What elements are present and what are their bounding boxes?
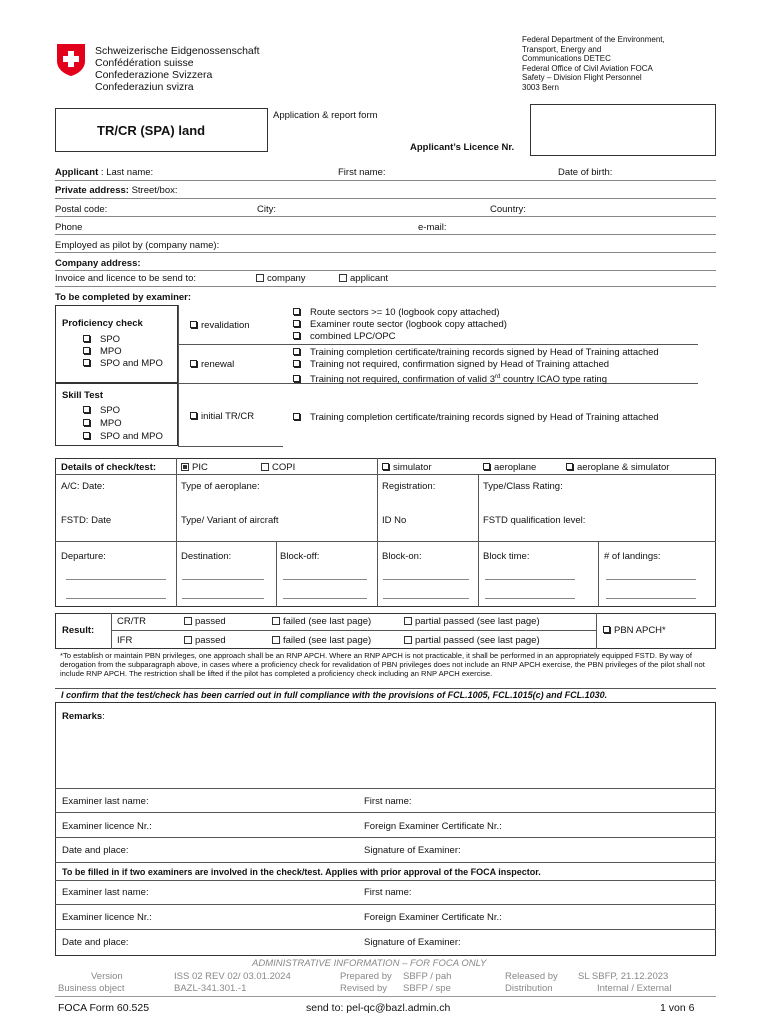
checkbox-icon[interactable]: [190, 412, 197, 419]
examiner2-licence-label: Examiner licence Nr.:: [62, 912, 152, 923]
email-label: e-mail:: [418, 222, 447, 233]
block-time-label: Block time:: [483, 551, 530, 562]
revalidation-option[interactable]: [190, 320, 250, 331]
renew-item[interactable]: [293, 372, 607, 385]
fill-line: [485, 598, 575, 599]
examiner-section-title: To be completed by examiner:: [55, 292, 192, 303]
dept-line: Transport, Energy and: [522, 44, 602, 54]
copi-label: COPI: [272, 462, 296, 473]
company-address-label: Company address:: [55, 258, 141, 269]
invoice-company-option[interactable]: [256, 273, 306, 284]
footer-sbfp-spe: SBFP / spe: [403, 983, 451, 994]
opt-applicant-label: applicant: [350, 273, 389, 284]
ch-name-rm: Confederaziun svizra: [95, 81, 194, 93]
last-name-label: : Last name:: [98, 167, 154, 178]
checkbox-icon[interactable]: [566, 463, 573, 470]
examiner2-foreign-cert-label: Foreign Examiner Certificate Nr.:: [364, 912, 502, 923]
destination-label: Destination:: [181, 551, 232, 562]
examiner2-date-place-label: Date and place:: [62, 937, 129, 948]
superscript: rd: [495, 374, 501, 380]
dept-line: Federal Department of the Environment,: [522, 35, 665, 44]
field-line: [55, 198, 716, 199]
renew-item[interactable]: [293, 347, 659, 358]
checkbox-icon[interactable]: [404, 636, 412, 644]
reval-item-label: combined LPC/OPC: [310, 331, 396, 342]
checkbox-icon[interactable]: [83, 347, 90, 354]
department-address: [522, 35, 665, 92]
fill-line: [485, 579, 575, 580]
footer-released: Released by: [505, 971, 558, 982]
checkbox-icon[interactable]: [272, 617, 280, 625]
prof-item[interactable]: [83, 346, 122, 357]
failed-label: failed (see last page): [283, 616, 372, 627]
remarks-bold: Remarks: [62, 711, 103, 722]
checkbox-icon[interactable]: [190, 360, 197, 367]
failed-label: failed (see last page): [283, 635, 372, 646]
checkbox-icon[interactable]: [293, 348, 300, 355]
checkbox-icon[interactable]: [190, 321, 197, 328]
checkbox-icon[interactable]: [382, 463, 389, 470]
footer-iss: ISS 02 REV 02/ 03.01.2024: [174, 971, 291, 982]
phone-label: Phone: [55, 222, 83, 233]
fill-line: [383, 598, 469, 599]
checkbox-icon[interactable]: [83, 359, 90, 366]
crtr-failed-option[interactable]: [272, 616, 371, 627]
fill-line: [66, 579, 166, 580]
footer-sl: SL SBFP, 21.12.2023: [578, 971, 669, 982]
passed-label: passed: [195, 616, 226, 627]
private-address-bold: Private address:: [55, 185, 129, 196]
footer-revised: Revised by: [340, 983, 387, 994]
footer-bazl: BAZL-341.301.-1: [174, 983, 247, 994]
applicant-bold: Applicant: [55, 167, 99, 178]
aeroplane-label: aeroplane: [494, 462, 537, 473]
id-no-label: ID No: [382, 515, 407, 526]
checkbox-icon[interactable]: [83, 432, 90, 439]
revalidation-label: revalidation: [201, 320, 250, 331]
city-label: City:: [257, 204, 276, 215]
footer-prepared: Prepared by: [340, 971, 392, 982]
checkbox-icon[interactable]: [293, 375, 300, 382]
skill-item-label: SPO and MPO: [100, 431, 163, 442]
pic-option[interactable]: [181, 462, 208, 473]
pbn-option[interactable]: [603, 625, 666, 636]
checkbox-icon[interactable]: [83, 335, 90, 342]
country-label: Country:: [490, 204, 526, 215]
reval-item-label: Route sectors >= 10 (logbook copy attached): [310, 307, 500, 318]
applicant-last-name-label: [55, 167, 153, 178]
aero-sim-option[interactable]: [566, 462, 669, 473]
checkbox-icon[interactable]: [293, 308, 300, 315]
skill-item[interactable]: [83, 431, 163, 442]
ch-name-de: Schweizerische Eidgenossenschaft: [95, 45, 260, 57]
examiner2-last-name-label: Examiner last name:: [62, 887, 149, 898]
details-title: Details of check/test:: [61, 462, 157, 473]
simulator-label: simulator: [393, 462, 432, 473]
footer-distribution: Distribution: [505, 983, 553, 994]
confirmation-statement: I confirm that the test/check has been carried out in full compliance with the provisions of FCL.1005, FCL.1015(c) and FCL.1030.: [61, 690, 608, 700]
ch-name-it: Confederazione Svizzera: [95, 69, 213, 81]
form-number: FOCA Form 60.525: [58, 1002, 150, 1014]
footer-version: Version: [91, 971, 123, 982]
renew-item-label: Training not required, confirmation signed by Head of Training attached: [310, 359, 610, 370]
ifr-passed-option[interactable]: [184, 635, 226, 646]
checkbox-icon[interactable]: [256, 274, 264, 282]
renew-item-label: Training completion certificate/training records signed by Head of Training attached: [310, 347, 659, 358]
checkbox-icon[interactable]: [184, 617, 192, 625]
checkbox-icon[interactable]: [293, 360, 300, 367]
aero-sim-label: aeroplane & simulator: [577, 462, 670, 473]
checkbox-icon[interactable]: [293, 332, 300, 339]
fill-line: [182, 598, 264, 599]
landings-label: # of landings:: [604, 551, 661, 562]
checkbox-icon[interactable]: [261, 463, 269, 471]
passed-label: passed: [195, 635, 226, 646]
reval-item[interactable]: [293, 319, 507, 330]
result-label: Result:: [62, 625, 95, 636]
fstd-level-label: FSTD qualification level:: [483, 515, 586, 526]
checkbox-icon[interactable]: [603, 626, 610, 633]
crtr-label: CR/TR: [117, 616, 147, 627]
ifr-partial-option[interactable]: [404, 635, 540, 646]
field-line: [55, 180, 716, 181]
remarks-label: [62, 711, 105, 722]
skill-item[interactable]: [83, 418, 122, 429]
pbn-label: PBN APCH*: [614, 625, 666, 636]
street-label: Street/box:: [128, 185, 178, 196]
two-examiners-note: To be filled in if two examiners are involved in the check/test. Applies with prior approval of the FOCA inspector.: [62, 867, 541, 877]
field-line: [55, 252, 716, 253]
fstd-date-label: FSTD: Date: [61, 515, 112, 526]
copi-option[interactable]: [261, 462, 295, 473]
initial-label: initial TR/CR: [201, 411, 255, 422]
registration-label: Registration:: [382, 481, 436, 492]
block-off-label: Block-off:: [280, 551, 320, 562]
initial-item-label: Training completion certificate/training records signed by Head of Training attached: [310, 412, 659, 423]
examiner-first-name-label: First name:: [364, 796, 412, 807]
reval-item-label: Examiner route sector (logbook copy attached): [310, 319, 507, 330]
signature-label: Signature of Examiner:: [364, 845, 461, 856]
aeroplane-option[interactable]: [483, 462, 536, 473]
invoice-applicant-option[interactable]: [339, 273, 388, 284]
ifr-failed-option[interactable]: [272, 635, 371, 646]
checkbox-icon[interactable]: [483, 463, 490, 470]
swiss-cross-shield-icon: [56, 43, 86, 77]
checkbox-icon[interactable]: [272, 636, 280, 644]
confederation-names: [95, 45, 260, 93]
ifr-label: IFR: [117, 635, 133, 646]
checkbox-icon[interactable]: [293, 413, 300, 420]
fill-line: [383, 579, 469, 580]
footer-business: Business object: [58, 983, 125, 994]
checkbox-icon[interactable]: [339, 274, 347, 282]
checked-checkbox-icon[interactable]: [181, 463, 189, 471]
prof-item[interactable]: [83, 334, 120, 345]
checkbox-icon[interactable]: [184, 636, 192, 644]
ch-name-fr: Confédération suisse: [95, 57, 194, 69]
checkbox-icon[interactable]: [293, 320, 300, 327]
pic-label: PIC: [192, 462, 208, 473]
dept-line: Communications DETEC: [522, 54, 611, 63]
checkbox-icon[interactable]: [404, 617, 412, 625]
renew-item[interactable]: [293, 359, 609, 370]
renew-item-label: Training not required, confirmation of valid 3: [310, 374, 495, 386]
dob-label: Date of birth:: [558, 167, 613, 178]
reval-item[interactable]: [293, 331, 396, 342]
renewal-label: renewal: [201, 359, 235, 370]
type-variant-label: Type/ Variant of aircraft: [181, 515, 279, 526]
page-number: 1 von 6: [660, 1002, 695, 1014]
admin-info-label: ADMINISTRATIVE INFORMATION – FOR FOCA ONLY: [252, 958, 487, 969]
fill-line: [66, 598, 166, 599]
partial-label: partial passed (see last page): [415, 635, 540, 646]
invoice-label: Invoice and licence to be send to:: [55, 273, 197, 284]
renewal-option[interactable]: [190, 359, 234, 370]
examiner2-first-name-label: First name:: [364, 887, 412, 898]
examiner2-signature-label: Signature of Examiner:: [364, 937, 461, 948]
prof-item-label: SPO: [100, 334, 121, 345]
skill-item[interactable]: [83, 405, 120, 416]
fill-line: [182, 579, 264, 580]
send-to-email[interactable]: send to: pel-qc@bazl.admin.ch: [306, 1002, 451, 1014]
field-line: [55, 234, 716, 235]
departure-label: Departure:: [61, 551, 106, 562]
type-aero-label: Type of aeroplane:: [181, 481, 260, 492]
fill-line: [283, 598, 367, 599]
pbn-footnote: *To establish or maintain PBN privileges, one approach shall be an RNP APCH. Where an RNP APCH is not practicable, it shall be performed in an appropriately equipped FSTD. By way of derogation from the subparagraph above, in cases where a proficiency check for revalidation of PBN privileges does not include an RNP APCH exercise, the PBN privileges of the pilot shall not include RNP APCH. The restriction shall be lifted if the pilot has completed a proficiency check including an RNP APCH exercise.: [60, 651, 705, 678]
reval-item[interactable]: [293, 307, 500, 318]
prof-item[interactable]: [83, 358, 163, 369]
skill-item-label: MPO: [100, 418, 122, 429]
initial-option[interactable]: [190, 411, 254, 422]
fill-line: [283, 579, 367, 580]
dept-line: Federal Office of Civil Aviation FOCA: [522, 63, 653, 73]
proficiency-check-label: Proficiency check: [62, 318, 143, 329]
postal-code-label: Postal code:: [55, 204, 108, 215]
crtr-passed-option[interactable]: [184, 616, 226, 627]
examiner-last-name-label: Examiner last name:: [62, 796, 149, 807]
fill-line: [606, 598, 696, 599]
date-place-label: Date and place:: [62, 845, 129, 856]
form-title: TR/CR (SPA) land: [97, 123, 206, 138]
prof-item-label: SPO and MPO: [100, 358, 163, 369]
field-line: [55, 286, 716, 287]
form-subtitle: Application & report form: [273, 110, 378, 121]
footer-internal: Internal / External: [597, 983, 672, 994]
foreign-cert-label: Foreign Examiner Certificate Nr.:: [364, 821, 502, 832]
opt-company-label: company: [267, 273, 306, 284]
dept-line: 3003 Bern: [522, 82, 559, 92]
renew-item-label-end: country ICAO type rating: [500, 374, 608, 386]
partial-label: partial passed (see last page): [415, 616, 540, 627]
first-name-label: First name:: [338, 167, 386, 178]
examiner-licence-label: Examiner licence Nr.:: [62, 821, 152, 832]
field-line: [55, 270, 716, 271]
dept-line: Safety – Division Flight Personnel: [522, 73, 642, 82]
private-address-label: [55, 185, 178, 196]
fill-line: [606, 579, 696, 580]
ac-date-label: A/C: Date:: [61, 481, 105, 492]
field-line: [55, 216, 716, 217]
initial-item[interactable]: [293, 412, 659, 423]
checkbox-icon[interactable]: [83, 419, 90, 426]
simulator-option[interactable]: [382, 462, 432, 473]
remarks-colon: :: [102, 711, 105, 722]
type-class-label: Type/Class Rating:: [483, 481, 563, 492]
checkbox-icon[interactable]: [83, 406, 90, 413]
licence-label: Applicant’s Licence Nr.: [410, 142, 515, 153]
block-on-label: Block-on:: [382, 551, 422, 562]
employed-label: Employed as pilot by (company name):: [55, 240, 220, 251]
licence-number-box[interactable]: [530, 104, 716, 156]
skill-item-label: SPO: [100, 405, 121, 416]
skill-test-label: Skill Test: [62, 390, 104, 401]
footer-sbfp-pah: SBFP / pah: [403, 971, 452, 982]
crtr-partial-option[interactable]: [404, 616, 540, 627]
prof-item-label: MPO: [100, 346, 122, 357]
